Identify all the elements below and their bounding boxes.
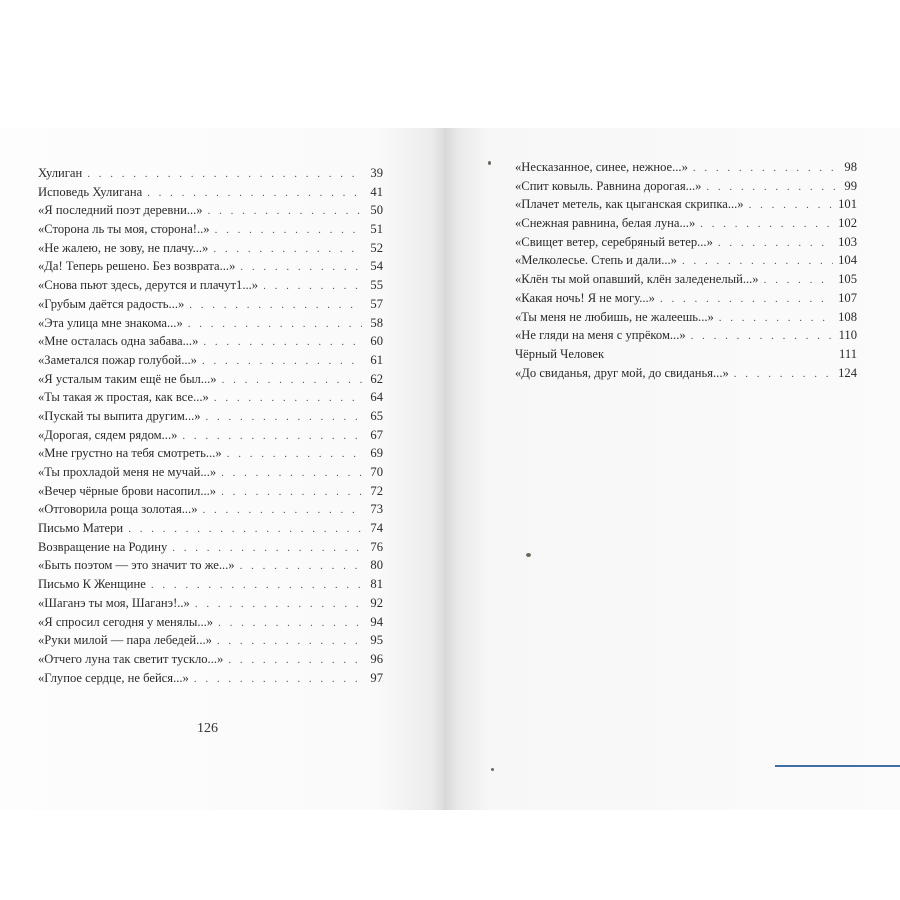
dot-leader xyxy=(172,539,362,558)
entry-page-number: 41 xyxy=(370,184,383,199)
entry-page-number: 55 xyxy=(370,278,383,293)
entry-title: «Несказанное, синее, нежное...» xyxy=(515,160,688,174)
dot-leader xyxy=(215,221,362,240)
dot-leader xyxy=(719,309,833,328)
dot-leader xyxy=(240,258,362,277)
toc-entry xyxy=(38,444,383,463)
dot-leader xyxy=(718,234,833,253)
entry-title: «Мелколесье. Степь и дали...» xyxy=(515,253,677,268)
entry-title: Письмо К Женщине xyxy=(38,577,146,592)
entry-page-number: 74 xyxy=(370,521,383,536)
toc-entry xyxy=(38,388,383,407)
toc-entry xyxy=(38,370,383,389)
dot-leader xyxy=(693,159,836,178)
entry-title: «Ты прохладой меня не мучай...» xyxy=(38,465,217,479)
entry-title: «Не гляди на меня с упрёком...» xyxy=(515,328,686,343)
dot-leader xyxy=(214,389,362,408)
entry-title: «Ты меня не любишь, не жалеешь...» xyxy=(515,309,714,324)
table-of-contents-right xyxy=(515,158,857,382)
dot-leader xyxy=(217,632,362,651)
ink-speck xyxy=(488,161,491,165)
entry-page-number: 96 xyxy=(370,651,383,666)
dot-leader xyxy=(189,296,362,315)
entry-page-number: 98 xyxy=(844,160,857,174)
entry-title: «Грубым даётся радость...» xyxy=(38,296,185,311)
entry-page-number: 110 xyxy=(838,328,857,343)
entry-page-number: 65 xyxy=(370,408,383,423)
entry-title: «Я последний поэт деревни...» xyxy=(38,203,203,218)
toc-entry xyxy=(38,276,383,295)
toc-entry xyxy=(38,257,383,276)
entry-page-number: 124 xyxy=(838,365,857,380)
ink-speck xyxy=(491,768,494,771)
entry-title: «Руки милой — пара лебедей...» xyxy=(38,633,212,648)
dot-leader xyxy=(203,501,362,520)
toc-entry xyxy=(38,351,383,370)
entry-title: «Дорогая, сядем рядом...» xyxy=(38,427,178,442)
entry-page-number: 111 xyxy=(839,346,857,361)
entry-page-number: 107 xyxy=(838,290,857,305)
entry-page-number: 94 xyxy=(370,614,383,629)
entry-page-number: 99 xyxy=(844,178,857,193)
entry-page-number: 73 xyxy=(370,502,383,517)
toc-entry xyxy=(515,326,857,345)
toc-entry xyxy=(38,463,383,482)
dot-leader xyxy=(195,595,362,614)
entry-title: «Ты такая ж простая, как все...» xyxy=(38,390,209,405)
entry-page-number: 58 xyxy=(370,315,383,330)
toc-entry xyxy=(38,201,383,220)
dot-leader xyxy=(194,670,362,689)
toc-entry xyxy=(515,289,857,308)
dot-leader xyxy=(208,202,362,221)
dot-leader xyxy=(660,290,833,309)
entry-page-number: 70 xyxy=(370,465,383,479)
toc-entry xyxy=(38,164,383,183)
dot-leader xyxy=(188,315,362,334)
toc-entry xyxy=(515,177,857,196)
entry-page-number: 60 xyxy=(370,334,383,349)
entry-title: «Я спросил сегодня у менялы...» xyxy=(38,614,214,629)
ink-speck xyxy=(526,553,531,557)
entry-page-number: 80 xyxy=(370,558,383,573)
entry-page-number: 54 xyxy=(370,259,383,274)
toc-entry xyxy=(38,519,383,538)
dot-leader xyxy=(734,365,833,384)
entry-page-number: 64 xyxy=(370,390,383,405)
dot-leader xyxy=(182,427,362,446)
entry-title: «Шаганэ ты моя, Шаганэ!..» xyxy=(38,595,190,610)
entry-title: «Отговорила роща золотая...» xyxy=(38,502,198,517)
entry-title: «Да! Теперь решено. Без возврата...» xyxy=(38,259,236,274)
toc-entry xyxy=(38,631,383,650)
dot-leader xyxy=(222,371,362,390)
dot-leader xyxy=(227,445,362,464)
entry-page-number: 104 xyxy=(838,253,857,268)
toc-entry xyxy=(38,295,383,314)
entry-title: «Заметался пожар голубой...» xyxy=(38,352,197,367)
table-of-contents-left xyxy=(38,164,383,687)
dot-leader xyxy=(764,271,834,290)
toc-entry xyxy=(515,251,857,270)
entry-page-number: 67 xyxy=(370,427,383,442)
entry-page-number: 101 xyxy=(838,197,857,212)
entry-title: «Вечер чёрные брови насопил...» xyxy=(38,483,217,498)
dot-leader xyxy=(147,184,362,203)
entry-title: «До свиданья, друг мой, до свиданья...» xyxy=(515,365,729,380)
entry-title: «Не жалею, не зову, не плачу...» xyxy=(38,240,209,255)
dot-leader xyxy=(151,576,362,595)
dot-leader xyxy=(203,333,362,352)
entry-page-number: 61 xyxy=(370,352,383,367)
toc-entry xyxy=(38,220,383,239)
dot-leader xyxy=(213,240,362,259)
entry-title: «Спит ковыль. Равнина дорогая...» xyxy=(515,178,702,193)
entry-page-number: 72 xyxy=(370,483,383,498)
toc-entry xyxy=(38,556,383,575)
entry-page-number: 105 xyxy=(838,272,857,287)
entry-page-number: 57 xyxy=(370,296,383,311)
toc-entry xyxy=(515,308,857,327)
entry-title: «Мне осталась одна забава...» xyxy=(38,334,199,349)
dot-leader xyxy=(228,651,362,670)
entry-title: «Мне грустно на тебя смотреть...» xyxy=(38,446,222,461)
entry-page-number: 92 xyxy=(370,595,383,610)
toc-entry xyxy=(38,650,383,669)
dot-leader xyxy=(221,464,362,483)
entry-title: «Какая ночь! Я не могу...» xyxy=(515,290,655,305)
entry-title: Возвращение на Родину xyxy=(38,539,168,554)
entry-title: «Клён ты мой опавший, клён заледенелый...» xyxy=(515,272,759,287)
toc-entry xyxy=(38,669,383,688)
toc-entry xyxy=(38,407,383,426)
entry-page-number: 69 xyxy=(370,446,383,461)
entry-title: «Пускай ты выпита другим...» xyxy=(38,408,201,423)
dot-leader xyxy=(240,557,362,576)
toc-entry xyxy=(38,538,383,557)
dot-leader xyxy=(682,252,833,271)
toc-entry xyxy=(515,345,857,364)
dot-leader xyxy=(749,196,834,215)
left-page xyxy=(0,128,444,810)
dot-leader xyxy=(128,520,362,539)
entry-page-number: 97 xyxy=(370,670,383,685)
toc-entry xyxy=(38,594,383,613)
dot-leader xyxy=(218,614,362,633)
toc-entry xyxy=(38,575,383,594)
entry-title: Исповедь Хулигана xyxy=(38,184,143,199)
toc-entry xyxy=(38,239,383,258)
dot-leader xyxy=(700,215,833,234)
toc-entry xyxy=(38,500,383,519)
blue-edge-strip xyxy=(775,765,900,767)
entry-page-number: 81 xyxy=(370,577,383,592)
entry-title: «Отчего луна так светит тускло...» xyxy=(38,651,224,666)
entry-title: «Глупое сердце, не бейся...» xyxy=(38,670,189,685)
book-spread xyxy=(0,128,900,810)
toc-entry xyxy=(38,426,383,445)
entry-title: Письмо Матери xyxy=(38,521,124,536)
entry-page-number: 62 xyxy=(370,371,383,386)
entry-title: «Эта улица мне знакома...» xyxy=(38,315,183,330)
dot-leader xyxy=(263,277,362,296)
dot-leader xyxy=(706,178,836,197)
toc-entry xyxy=(38,183,383,202)
dot-leader xyxy=(691,327,834,346)
toc-entry xyxy=(515,158,857,177)
entry-page-number: 76 xyxy=(370,539,383,554)
entry-page-number: 50 xyxy=(370,203,383,218)
dot-leader xyxy=(87,165,362,184)
toc-entry xyxy=(38,613,383,632)
entry-page-number: 102 xyxy=(838,216,857,231)
toc-entry xyxy=(38,332,383,351)
entry-title: «Плачет метель, как цыганская скрипка...» xyxy=(515,197,744,212)
entry-page-number: 95 xyxy=(370,633,383,648)
toc-entry xyxy=(515,364,857,383)
dot-leader xyxy=(206,408,362,427)
entry-title: «Снежная равнина, белая луна...» xyxy=(515,216,696,231)
toc-entry xyxy=(515,195,857,214)
toc-entry xyxy=(38,482,383,501)
toc-entry xyxy=(515,233,857,252)
dot-leader xyxy=(202,352,362,371)
entry-page-number: 39 xyxy=(370,166,383,180)
entry-title: «Быть поэтом — это значит то же...» xyxy=(38,558,235,573)
entry-title: Чёрный Человек xyxy=(515,346,605,361)
dot-leader xyxy=(221,483,362,502)
toc-entry xyxy=(515,270,857,289)
entry-title: «Я усталым таким ещё не был...» xyxy=(38,371,217,386)
toc-entry xyxy=(515,214,857,233)
entry-page-number: 108 xyxy=(838,309,857,324)
entry-title: «Сторона ль ты моя, сторона!..» xyxy=(38,222,210,237)
entry-page-number: 103 xyxy=(838,234,857,249)
toc-entry xyxy=(38,314,383,333)
entry-title: Хулиган xyxy=(38,166,83,180)
entry-title: «Свищет ветер, серебряный ветер...» xyxy=(515,234,713,249)
entry-page-number: 52 xyxy=(370,240,383,255)
entry-title: «Снова пьют здесь, дерутся и плачут1...» xyxy=(38,278,259,293)
entry-page-number: 51 xyxy=(370,222,383,237)
page-number: 126 xyxy=(197,721,218,736)
